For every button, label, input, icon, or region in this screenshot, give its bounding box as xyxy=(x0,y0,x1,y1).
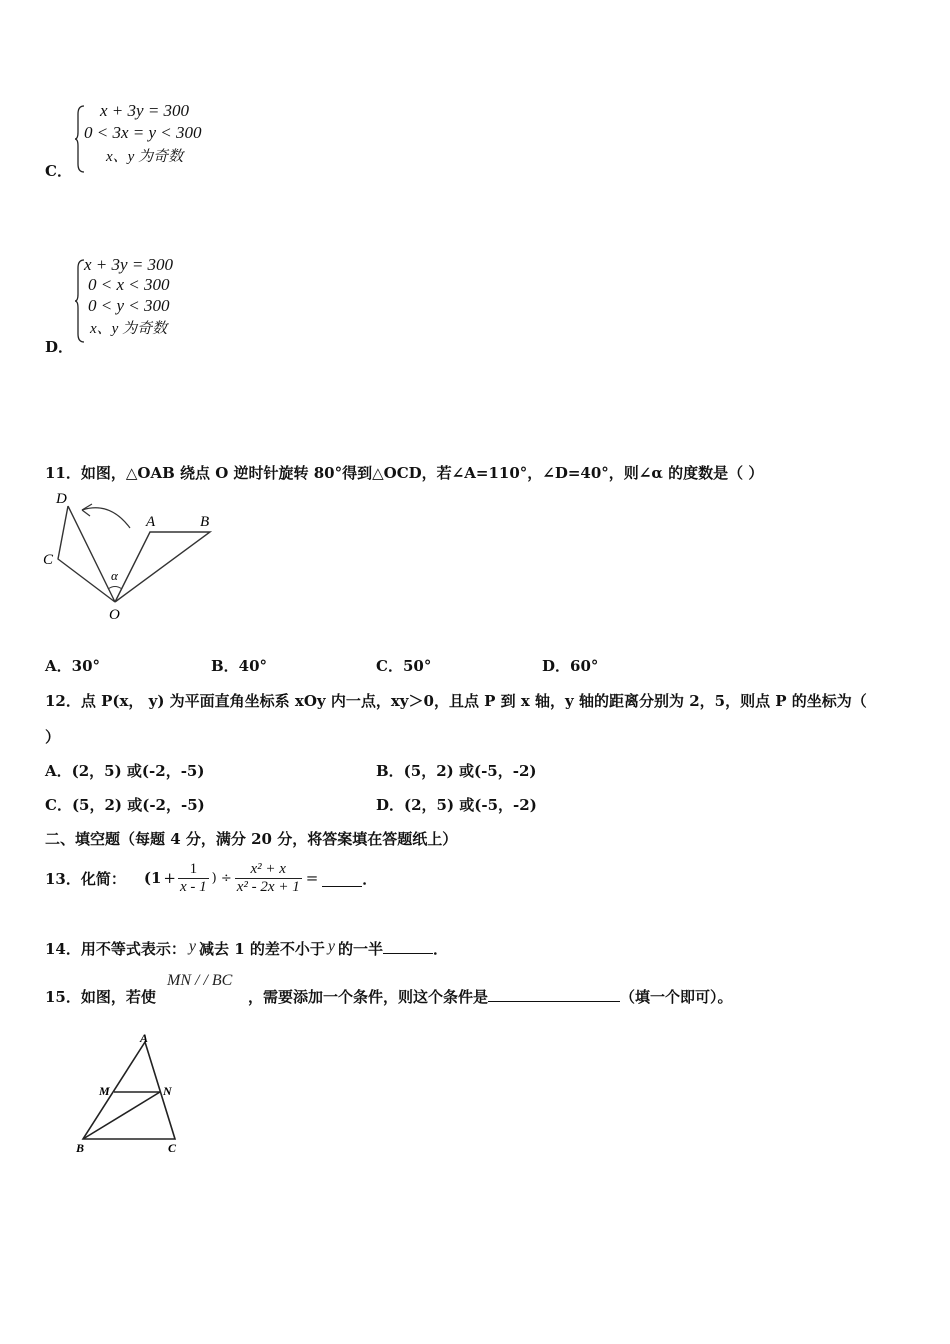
label-d: D xyxy=(56,491,67,507)
q13-frac1-den: x - 1 xyxy=(180,878,207,895)
option-d-eq-1: x + 3y = 300 xyxy=(84,255,174,274)
q13-fraction-2 xyxy=(235,861,302,896)
q13-equals: = xyxy=(305,869,319,887)
label-m: M xyxy=(99,1084,110,1098)
section-2-title: 二、填空题（每题 4 分，满分 20 分，将答案填在答题纸上） xyxy=(45,830,458,848)
label-b: B xyxy=(76,1141,85,1155)
q13-close-div: ) ÷ xyxy=(211,870,232,886)
q13-row xyxy=(45,856,377,900)
label-n: N xyxy=(163,1084,172,1098)
q12-option-c: C．(5，2) 或(-2，-5) xyxy=(45,796,205,814)
q15-prefix: 15．如图，若使 xyxy=(45,988,156,1006)
q13-plus: + xyxy=(163,869,176,887)
q13-frac1-num: 1 xyxy=(178,861,209,879)
q11-option-a: A．30° xyxy=(45,657,101,675)
q14-suffix: 的一半 xyxy=(337,940,383,958)
option-c-eq-2: 0 < 3x = y < 300 xyxy=(84,123,202,142)
q11-option-b: B．40° xyxy=(211,657,268,675)
q14-mid: 减去 1 的差不小于 xyxy=(198,940,325,958)
q14-prefix: 14．用不等式表示： xyxy=(45,940,186,958)
q15-answer-blank[interactable] xyxy=(488,987,620,1002)
q15-suffix: （填一个即可）。 xyxy=(620,988,733,1006)
option-c-eq-1: x + 3y = 300 xyxy=(100,101,190,120)
q15-figure xyxy=(70,1032,190,1157)
q12-text-line2: ） xyxy=(45,728,61,746)
q12-text-line1: 12．点 P(x， y) 为平面直角坐标系 xOy 内一点，xy＞0，且点 P 到 x 轴，y 轴的距离分别为 2，5，则点 P 的坐标为（ xyxy=(45,692,867,710)
q13-answer-blank[interactable] xyxy=(322,870,362,887)
q13-prefix: 13．化简： xyxy=(45,869,126,888)
q14-row xyxy=(45,938,448,959)
q15-math: MN / / BC xyxy=(167,972,233,989)
label-o: O xyxy=(109,607,120,621)
q13-frac2-num: x² + x xyxy=(235,861,302,879)
q14-var-2: y xyxy=(327,938,335,955)
q14-end: ． xyxy=(433,940,449,958)
option-d-eq-3: 0 < y < 300 xyxy=(88,296,170,315)
option-d-eq-2: 0 < x < 300 xyxy=(88,275,170,294)
q14-answer-blank[interactable] xyxy=(383,939,433,954)
q11-option-c: C．50° xyxy=(376,657,432,675)
label-a: A xyxy=(146,514,156,530)
label-a: A xyxy=(140,1032,149,1045)
option-c-label: C． xyxy=(45,162,72,180)
q12-option-a: A．(2，5) 或(-2，-5) xyxy=(45,762,205,780)
q11-option-d: D．60° xyxy=(542,657,599,675)
q15-rest xyxy=(248,986,733,1007)
q13-end: ． xyxy=(362,869,378,888)
q12-option-b: B．(5，2) 或(-5，-2) xyxy=(376,762,537,780)
option-d-eq-4: x、y 为奇数 xyxy=(90,321,168,337)
q13-open: (1 xyxy=(143,869,162,887)
q13-fraction-1 xyxy=(178,861,209,896)
label-c: C xyxy=(168,1141,177,1155)
label-b: B xyxy=(200,514,210,530)
q11-figure xyxy=(40,486,220,621)
q15-mid: ，需要添加一个条件，则这个条件是 xyxy=(248,988,489,1006)
label-alpha: α xyxy=(111,568,118,583)
label-c: C xyxy=(43,552,54,568)
option-c-eq-3: x、y 为奇数 xyxy=(106,149,184,165)
option-d-label: D． xyxy=(45,338,74,356)
q14-var-1: y xyxy=(188,938,196,955)
q13-frac2-den: x² - 2x + 1 xyxy=(236,878,300,895)
q11-text: 11．如图，△OAB 绕点 O 逆时针旋转 80°得到△OCD，若∠A=110°，∠D=40°，则∠α 的度数是（ ） xyxy=(45,464,764,482)
q12-option-d: D．(2，5) 或(-5，-2) xyxy=(376,796,537,814)
